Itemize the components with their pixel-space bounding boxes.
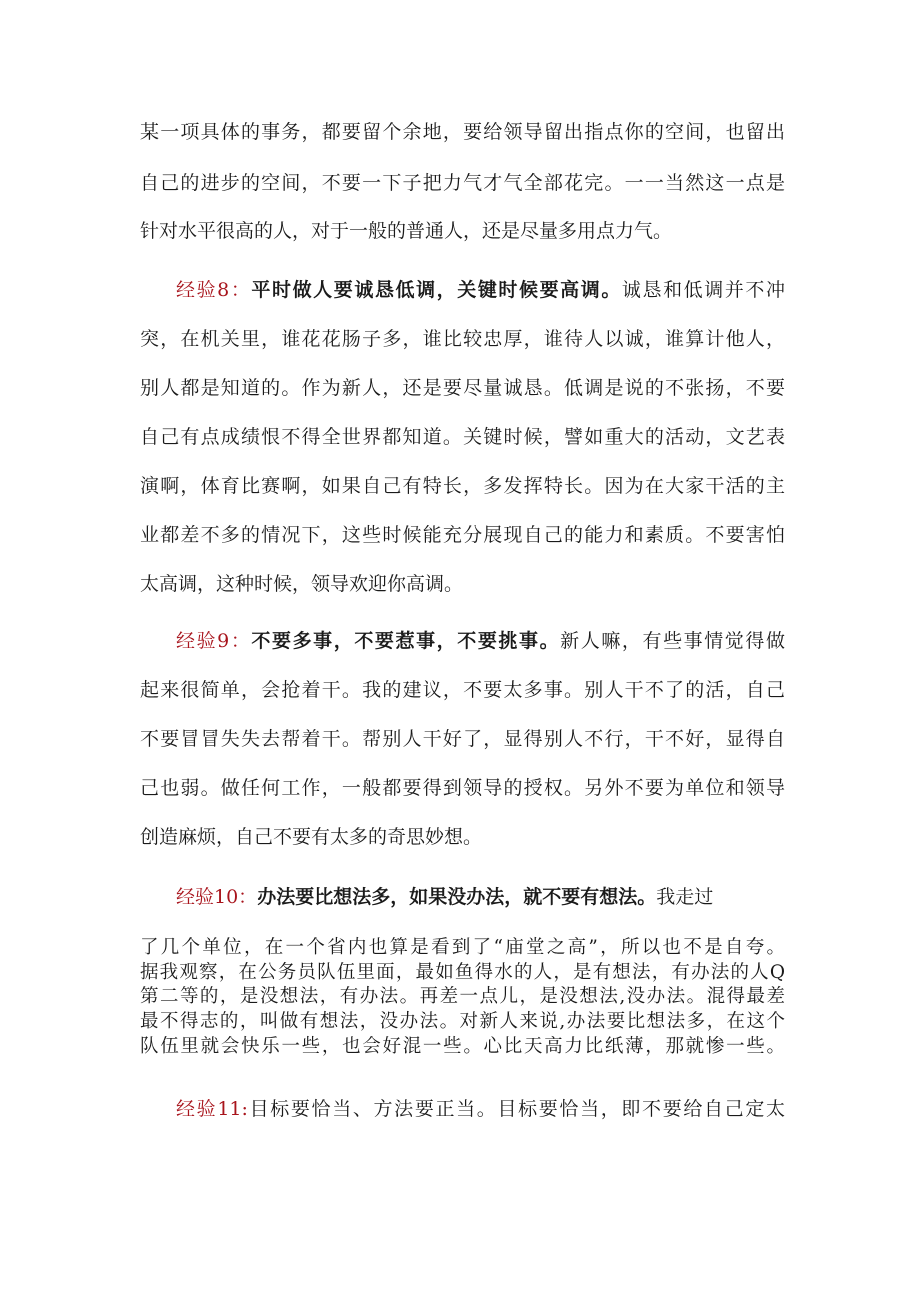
text-line: 己也弱。做任何工作，一般都要得到领导的授权。另外不要为单位和领导	[140, 777, 785, 799]
text-line: 队伍里就会快乐一些，也会好混一些。心比天高力比纸薄，那就惨一些。	[140, 1036, 785, 1057]
text-line: 自己有点成绩恨不得全世界都知道。关键时候，譬如重大的活动，文艺表	[140, 426, 785, 448]
text-line: 演啊，体育比赛啊，如果自己有特长，多发挥特长。因为在大家干活的主	[140, 475, 785, 497]
text-line: 了几个单位，在一个省内也算是看到了“庙堂之高”，所以也不是自夸。	[140, 937, 785, 958]
paragraph-text: 新人嘛，有些事情觉得做	[560, 630, 785, 652]
text-line: 据我观察，在公务员队伍里面，最如鱼得水的人，是有想法，有办法的人Q	[140, 962, 785, 983]
text-line: 某一项具体的事务，都要留个余地，要给领导留出指点你的空间，也留出	[140, 121, 785, 143]
paragraph-text: 诚恳和低调并不冲	[621, 279, 785, 301]
paragraph-first-line	[176, 278, 785, 302]
experience-heading: 平时做人要诚恳低调，关键时候要高调。	[251, 279, 622, 301]
experience-label: 经验8：	[176, 279, 252, 301]
experience-label: 经验9：	[176, 630, 252, 652]
text-line: 最不得志的，叫做有想法，没办法。对新人来说,办法要比想法多，在这个	[140, 1011, 785, 1032]
text-line: 针对水平很高的人，对于一般的普通人，还是尽量多用点力气。	[140, 220, 673, 242]
paragraph-text: 目标要恰当、方法要正当。目标要恰当，即不要给自己定太	[247, 1098, 785, 1120]
text-line: 自己的进步的空间，不要一下子把力气才气全部花完。一一当然这一点是	[140, 172, 785, 194]
text-line: 突，在机关里，谁花花肠子多，谁比较忠厚，谁待人以诚，谁算计他人，	[140, 328, 785, 350]
text-line: 起来很简单，会抢着干。我的建议，不要太多事。别人干不了的活，自己	[140, 679, 785, 701]
text-line: 第二等的，是没想法，有办法。再差一点儿，是没想法,没办法。混得最差	[140, 986, 785, 1007]
text-line: 不要冒冒失失去帮着干。帮别人干好了，显得别人不行，干不好，显得自	[140, 728, 785, 750]
experience-heading: 办法要比想法多，如果没办法，就不要有想法。	[257, 886, 657, 908]
text-line: 别人都是知道的。作为新人，还是要尽量诚恳。低调是说的不张扬，不要	[140, 377, 785, 399]
experience-heading: 不要多事，不要惹事，不要挑事。	[251, 630, 561, 652]
paragraph-first-line	[176, 1097, 785, 1121]
text-line: 业都差不多的情况下，这些时候能充分展现自己的能力和素质。不要害怕	[140, 524, 785, 546]
paragraph-first-line	[176, 885, 785, 909]
experience-label: 经验10：	[176, 886, 258, 908]
paragraph-text: 我走过	[656, 886, 714, 908]
text-line: 太高调，这种时候，领导欢迎你高调。	[140, 573, 464, 595]
experience-label: 经验11:	[176, 1098, 248, 1120]
text-line: 创造麻烦，自己不要有太多的奇思妙想。	[140, 826, 483, 848]
paragraph-first-line	[176, 629, 785, 653]
